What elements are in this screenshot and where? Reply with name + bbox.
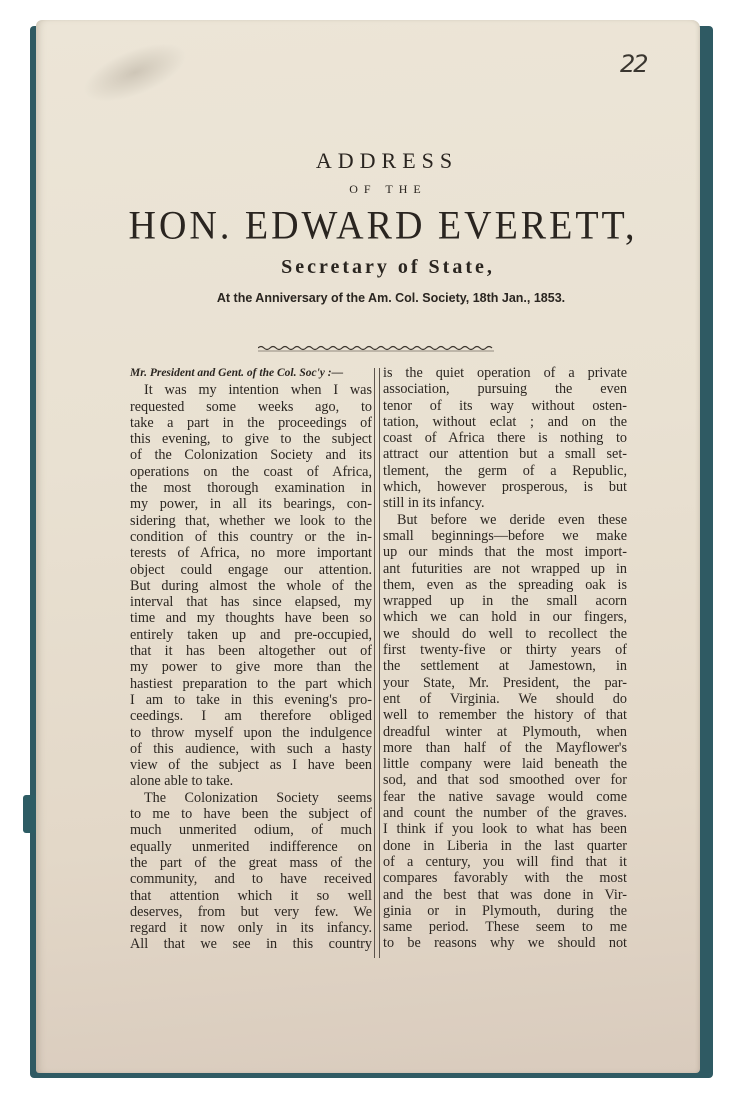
text-line: community, and to have received bbox=[130, 871, 372, 888]
text-line: But before we deride even these bbox=[397, 511, 627, 528]
text-line: little company were laid beneath the bbox=[383, 756, 627, 773]
text-line: tation, without eclat ; and on the bbox=[383, 413, 627, 430]
text-line: operations on the coast of Africa, bbox=[130, 463, 372, 480]
text-line: the most thorough examination in bbox=[130, 480, 372, 497]
text-line: which we can hold in our fingers, bbox=[383, 609, 627, 626]
text-line: the settlement at Jamestown, in bbox=[383, 658, 627, 675]
text-line: ginia or in Plymouth, during the bbox=[383, 902, 627, 919]
occasion-line: At the Anniversary of the Am. Col. Society, 18th Jan., 1853. bbox=[216, 291, 566, 305]
text-line: take a part in the proceedings of bbox=[130, 414, 372, 431]
text-line: attract our attention but a small set- bbox=[383, 446, 627, 463]
stain-mark bbox=[76, 31, 195, 114]
text-line: is the quiet operation of a private bbox=[383, 365, 627, 381]
text-line: my power to give more than the bbox=[130, 659, 372, 676]
text-line: sidering that, whether we look to the bbox=[130, 512, 372, 529]
text-line: to be reasons why we should not bbox=[383, 935, 627, 952]
text-line: coast of Africa there is nothing to bbox=[383, 430, 627, 447]
title-address: ADDRESS bbox=[315, 148, 459, 173]
text-line: much unmerited odium, of much bbox=[130, 822, 372, 839]
text-line: that it has been altogether out of bbox=[130, 643, 372, 660]
text-line: interval that has since elapsed, my bbox=[130, 594, 372, 611]
salutation: Mr. President and Gent. of the Col. Soc'y :— bbox=[130, 367, 344, 379]
text-line: view of the subject as I have been bbox=[130, 757, 372, 774]
text-line: up our minds that the most import- bbox=[383, 544, 627, 561]
text-line: But during almost the whole of the bbox=[130, 577, 372, 594]
text-line: regard it now only in its infancy. bbox=[130, 920, 372, 937]
text-line: ent of Virginia. We should do bbox=[383, 690, 627, 707]
cover-tab bbox=[23, 795, 37, 833]
title-of-the: OF THE bbox=[349, 182, 427, 196]
text-line: your State, Mr. President, the par- bbox=[383, 674, 627, 691]
text-line: fear the native savage would come bbox=[383, 788, 627, 805]
text-line: the part of the great mass of the bbox=[130, 854, 372, 871]
wavy-rule-ornament bbox=[258, 343, 494, 353]
text-line: alone able to take. bbox=[130, 773, 234, 790]
text-line: ceedings. I am therefore obliged bbox=[130, 708, 372, 725]
text-line: sod, and that sod smoothed over for bbox=[383, 772, 627, 789]
text-line: to me to have been the subject of bbox=[130, 806, 372, 823]
text-line: we should do well to recollect the bbox=[383, 625, 627, 642]
text-line: deserves, from but very few. We bbox=[130, 903, 372, 920]
text-line: ant futurities are not wrapped up in bbox=[383, 560, 627, 577]
text-line: association, pursuing the even bbox=[383, 381, 627, 398]
text-line: It was my intention when I was bbox=[144, 382, 372, 399]
text-line: my power, in all its bearings, con- bbox=[130, 496, 372, 513]
text-line: and count the number of the graves. bbox=[383, 805, 627, 822]
text-line: entirely taken up and pre-occupied, bbox=[130, 626, 372, 643]
text-line: that attention which it so well bbox=[130, 887, 372, 904]
handwritten-page-number: 22 bbox=[620, 50, 647, 78]
text-line: wrapped up in the small acorn bbox=[383, 593, 627, 610]
text-line: I am to take in this evening's pro- bbox=[130, 691, 372, 708]
text-line: small beginnings—before we make bbox=[383, 527, 627, 544]
text-line: them, even as the spreading oak is bbox=[383, 576, 627, 593]
text-column-right bbox=[383, 365, 627, 952]
text-line: requested some weeks ago, to bbox=[130, 398, 372, 415]
text-line: I think if you look to what has been bbox=[383, 821, 627, 838]
text-line: All that we see in this country bbox=[130, 936, 372, 953]
text-line: terests of Africa, no more important bbox=[130, 545, 372, 562]
text-line: still in its infancy. bbox=[383, 495, 485, 512]
text-line: time and my thoughts have been so bbox=[130, 610, 372, 627]
text-line: The Colonization Society seems bbox=[144, 789, 372, 806]
title-block bbox=[36, 140, 700, 306]
text-line: compares favorably with the most bbox=[383, 870, 627, 887]
text-line: object could engage our attention. bbox=[130, 561, 372, 578]
text-line: of the Colonization Society and its bbox=[130, 447, 372, 464]
text-line: done in Liberia in the last quarter bbox=[383, 837, 627, 854]
text-column-left bbox=[130, 365, 372, 953]
text-line: of a century, you will find that it bbox=[383, 853, 627, 870]
text-line: which, however prosperous, is but bbox=[383, 479, 627, 496]
text-line: of this audience, with such a hasty bbox=[130, 740, 372, 757]
text-line: same period. These seem to me bbox=[383, 919, 627, 936]
text-line: tlement, the germ of a Republic, bbox=[383, 462, 627, 479]
text-line: to throw myself upon the indulgence bbox=[130, 724, 372, 741]
text-line: tenor of its way without osten- bbox=[383, 397, 627, 414]
text-line: and the best that was done in Vir- bbox=[383, 886, 627, 903]
text-line: hastiest preparation to the part which bbox=[130, 675, 372, 692]
column-divider-double-rule bbox=[374, 368, 380, 958]
speaker-name: HON. EDWARD EVERETT, bbox=[128, 203, 638, 249]
text-line: first twenty-five or thirty years of bbox=[383, 642, 627, 659]
text-line: well to remember the history of that bbox=[383, 707, 627, 724]
speaker-role: Secretary of State, bbox=[281, 256, 495, 278]
text-line: this evening, to give to the subject bbox=[130, 431, 372, 448]
text-line: condition of this country or the in- bbox=[130, 528, 372, 545]
text-line: dreadful winter at Plymouth, when bbox=[383, 723, 627, 740]
text-line: equally unmerited indifference on bbox=[130, 838, 372, 855]
text-line: more than half of the Mayflower's bbox=[383, 739, 627, 756]
